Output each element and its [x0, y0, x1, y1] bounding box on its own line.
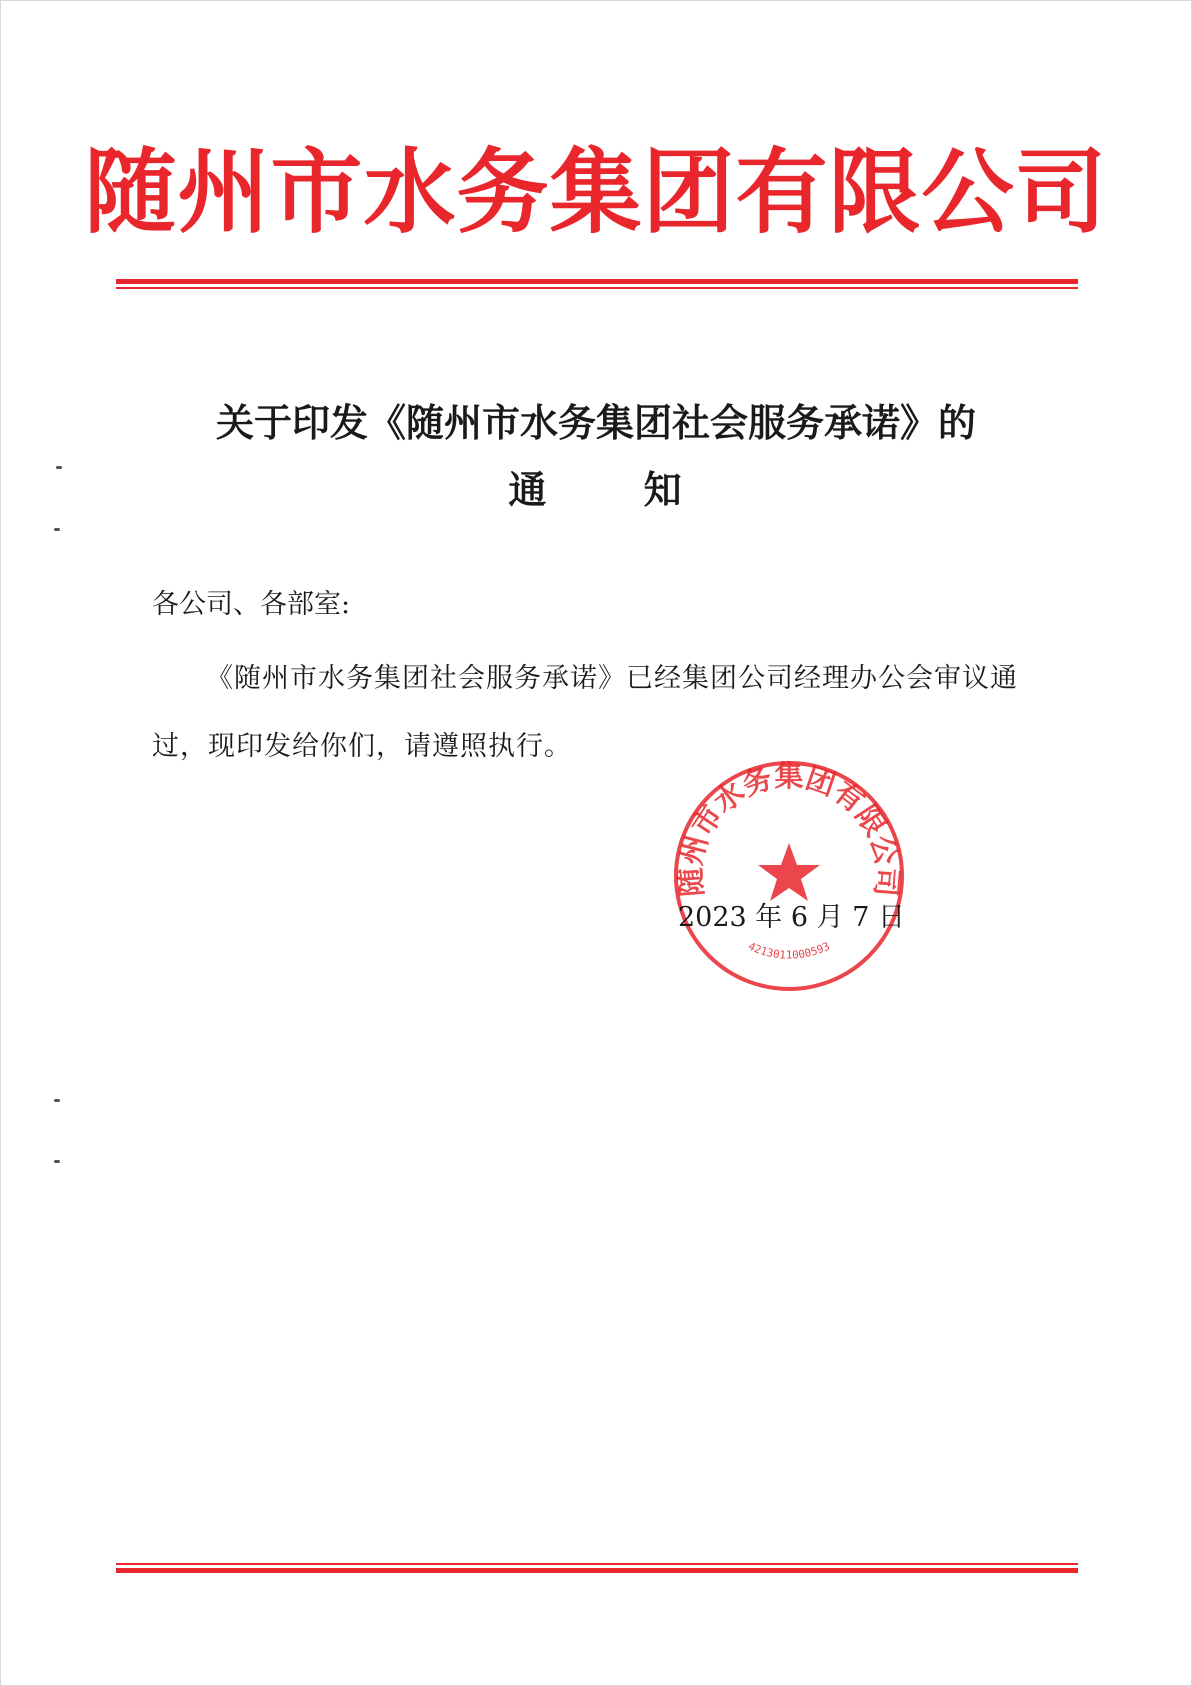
issue-date: 2023 年 6 月 7 日: [678, 902, 905, 933]
seal-star-icon: [758, 843, 820, 901]
seal-text: 随州市水务集团有限公司: [673, 759, 905, 898]
body-paragraph: 《随州市水务集团社会服务承诺》已经集团公司经理办公会审议通过，现印发给你们，请遵照执行。: [152, 663, 1018, 762]
footer-rule: [116, 1563, 1078, 1573]
notice-subtitle: 通 知: [508, 467, 684, 512]
notice-title: 关于印发《随州市水务集团社会服务承诺》的: [215, 400, 976, 445]
salutation: 各公司、各部室:: [152, 589, 351, 620]
letterhead-rule-top: [116, 279, 1078, 289]
letterhead-title: 随州市水务集团有限公司: [84, 139, 1108, 246]
scan-mark: [54, 1160, 60, 1163]
scan-mark: [54, 1099, 60, 1102]
official-seal: [670, 757, 908, 995]
seal-number: 4213011000593: [746, 939, 832, 962]
scan-mark: [54, 528, 60, 531]
seal-graphic: [670, 757, 908, 995]
